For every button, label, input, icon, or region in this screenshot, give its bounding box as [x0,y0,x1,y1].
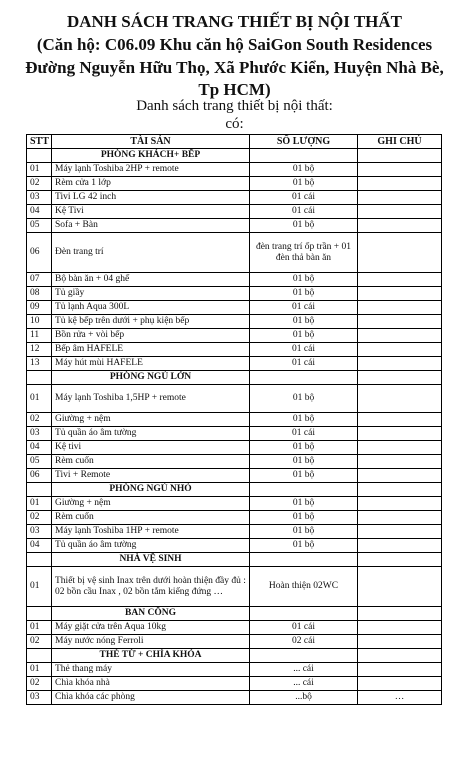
table-row [27,469,442,483]
item-quantity: 01 bộ [250,441,358,455]
section-spacer [358,649,442,663]
row-number: 02 [27,413,52,427]
item-note [358,621,442,635]
section-title: PHÒNG KHÁCH+ BẾP [52,149,250,163]
address-line-3: Tp HCM) [198,80,271,99]
item-note [358,287,442,301]
item-name: Tủ quần áo âm tường [52,539,250,553]
table-row [27,287,442,301]
item-name: Kệ Tivi [52,205,250,219]
item-note [358,413,442,427]
header-quantity: SỐ LƯỢNG [250,135,358,149]
item-quantity: 01 cái [250,357,358,371]
item-name: Chìa khóa các phòng [52,691,250,705]
table-row [27,511,442,525]
table-row [27,525,442,539]
table-row [27,455,442,469]
section-title: NHÀ VỆ SINH [52,553,250,567]
item-name: Máy lạnh Toshiba 1,5HP + remote [52,385,250,413]
item-name: Máy giặt cửa trên Aqua 10kg [52,621,250,635]
item-name: Máy lạnh Toshiba 2HP + remote [52,163,250,177]
item-quantity: ... cái [250,677,358,691]
row-number: 01 [27,385,52,413]
item-quantity: 01 bộ [250,511,358,525]
item-note [358,191,442,205]
item-quantity: 01 bộ [250,413,358,427]
item-name: Tủ lạnh Aqua 300L [52,301,250,315]
table-row [27,635,442,649]
item-name: Kệ tivi [52,441,250,455]
section-row [27,649,442,663]
row-number: 07 [27,273,52,287]
item-note [358,539,442,553]
table-row [27,163,442,177]
item-note [358,469,442,483]
row-number: 10 [27,315,52,329]
item-quantity: đèn trang trí ốp trần + 01 đèn thả bàn ăn [250,233,358,273]
row-number: 01 [27,163,52,177]
address-line-1: (Căn hộ: C06.09 Khu căn hộ SaiGon South Residences [36,35,433,54]
item-name: Máy hút mùi HAFELE [52,357,250,371]
item-note [358,455,442,469]
section-row [27,607,442,621]
header-stt: STT [27,135,52,149]
section-spacer [27,483,52,497]
item-quantity: 01 bộ [250,315,358,329]
item-name: Tủ kệ bếp trên dưới + phụ kiện bếp [52,315,250,329]
row-number: 02 [27,177,52,191]
section-spacer [27,149,52,163]
subtitle: Danh sách trang thiết bị nội thất: [136,98,333,114]
row-number: 03 [27,691,52,705]
item-name: Tivi + Remote [52,469,250,483]
row-number: 09 [27,301,52,315]
row-number: 06 [27,469,52,483]
table-row [27,691,442,705]
row-number: 04 [27,205,52,219]
item-quantity: 01 bộ [250,177,358,191]
row-number: 12 [27,343,52,357]
section-title: THẺ TỪ + CHÌA KHÓA [52,649,250,663]
item-quantity: 02 cái [250,635,358,649]
item-quantity: 01 bộ [250,219,358,233]
item-name: Bồn rửa + vòi bếp [52,329,250,343]
item-note [358,525,442,539]
section-title: PHÒNG NGỦ NHỎ [52,483,250,497]
item-note [358,497,442,511]
item-note [358,329,442,343]
item-note: … [358,691,442,705]
item-note [358,385,442,413]
table-row [27,441,442,455]
table-row [27,273,442,287]
table-header-row [27,135,442,149]
item-quantity: 01 bộ [250,497,358,511]
table-row [27,427,442,441]
section-spacer [250,483,358,497]
item-name: Thẻ thang máy [52,663,250,677]
item-quantity: 01 bộ [250,385,358,413]
section-spacer [250,649,358,663]
item-note [358,343,442,357]
section-title: BAN CÔNG [52,607,250,621]
item-quantity: 01 bộ [250,273,358,287]
section-title: PHÒNG NGỦ LỚN [52,371,250,385]
item-name: Chìa khóa nhà [52,677,250,691]
table-row [27,219,442,233]
row-number: 08 [27,287,52,301]
table-row [27,343,442,357]
section-row [27,483,442,497]
item-name: Giường + nệm [52,497,250,511]
item-note [358,273,442,287]
item-note [358,663,442,677]
item-note [358,441,442,455]
row-number: 06 [27,233,52,273]
item-quantity: 01 cái [250,191,358,205]
table-row [27,233,442,273]
section-spacer [358,371,442,385]
row-number: 05 [27,455,52,469]
item-quantity: ... cái [250,663,358,677]
section-spacer [27,607,52,621]
item-note [358,205,442,219]
item-note [358,177,442,191]
table-row [27,539,442,553]
item-quantity: Hoàn thiện 02WC [250,567,358,607]
item-note [358,511,442,525]
item-name: Rèm cửa 1 lớp [52,177,250,191]
row-number: 03 [27,191,52,205]
table-row [27,191,442,205]
section-spacer [250,371,358,385]
item-quantity: 01 cái [250,205,358,219]
row-number: 01 [27,567,52,607]
item-name: Máy nước nóng Ferroli [52,635,250,649]
row-number: 03 [27,427,52,441]
item-name: Rèm cuốn [52,455,250,469]
section-spacer [250,553,358,567]
item-name: Giường + nệm [52,413,250,427]
item-name: Bếp âm HAFELE [52,343,250,357]
inventory-table [26,134,442,705]
row-number: 03 [27,525,52,539]
item-quantity: 01 bộ [250,455,358,469]
item-quantity: 01 cái [250,427,358,441]
table-row [27,357,442,371]
section-spacer [27,553,52,567]
table-body [27,149,442,705]
item-note [358,567,442,607]
table-row [27,677,442,691]
item-note [358,315,442,329]
item-quantity: 01 bộ [250,163,358,177]
row-number: 01 [27,663,52,677]
item-note [358,219,442,233]
item-note [358,163,442,177]
row-number: 01 [27,497,52,511]
item-quantity: ...bộ [250,691,358,705]
item-name: Rèm cuốn [52,511,250,525]
item-quantity: 01 bộ [250,469,358,483]
row-number: 01 [27,621,52,635]
item-name: Đèn trang trí [52,233,250,273]
section-spacer [250,607,358,621]
table-row [27,413,442,427]
header-item: TÀI SẢN [52,135,250,149]
row-number: 02 [27,677,52,691]
item-note [358,233,442,273]
section-spacer [27,649,52,663]
table-row [27,621,442,635]
item-note [358,635,442,649]
item-quantity: 01 cái [250,343,358,357]
table-row [27,329,442,343]
item-name: Tivi LG 42 inch [52,191,250,205]
table-row [27,567,442,607]
table-row [27,177,442,191]
item-note [358,677,442,691]
section-row [27,149,442,163]
item-name: Bộ bàn ăn + 04 ghế [52,273,250,287]
row-number: 04 [27,441,52,455]
item-note [358,357,442,371]
section-spacer [358,607,442,621]
item-note [358,301,442,315]
item-quantity: 01 cái [250,621,358,635]
row-number: 02 [27,511,52,525]
table-row [27,301,442,315]
item-name: Tủ quần áo âm tường [52,427,250,441]
item-quantity: 01 bộ [250,329,358,343]
section-spacer [358,149,442,163]
section-spacer [27,371,52,385]
section-row [27,371,442,385]
document-title: DANH SÁCH TRANG THIẾT BỊ NỘI THẤT [66,12,403,31]
table-row [27,663,442,677]
item-quantity: 01 bộ [250,539,358,553]
section-row [27,553,442,567]
subtitle-continuation: có: [225,116,244,132]
address-line-2: Đường Nguyễn Hữu Thọ, Xã Phước Kiển, Huyện Nhà Bè, [25,58,444,77]
row-number: 13 [27,357,52,371]
table-row [27,497,442,511]
header-note: GHI CHÚ [358,135,442,149]
item-name: Tủ giầy [52,287,250,301]
row-number: 11 [27,329,52,343]
section-spacer [250,149,358,163]
section-spacer [358,553,442,567]
item-quantity: 01 bộ [250,525,358,539]
row-number: 05 [27,219,52,233]
table-row [27,315,442,329]
section-spacer [358,483,442,497]
row-number: 02 [27,635,52,649]
item-quantity: 01 bộ [250,287,358,301]
item-quantity: 01 cái [250,301,358,315]
table-row [27,385,442,413]
item-note [358,427,442,441]
item-name: Sofa + Bàn [52,219,250,233]
row-number: 04 [27,539,52,553]
item-name: Máy lạnh Toshiba 1HP + remote [52,525,250,539]
item-name: Thiết bị vệ sinh Inax trên dưới hoàn thiện đầy đủ : 02 bồn cầu Inax , 02 bồn tắm kiếng đứng … [52,567,250,607]
table-row [27,205,442,219]
